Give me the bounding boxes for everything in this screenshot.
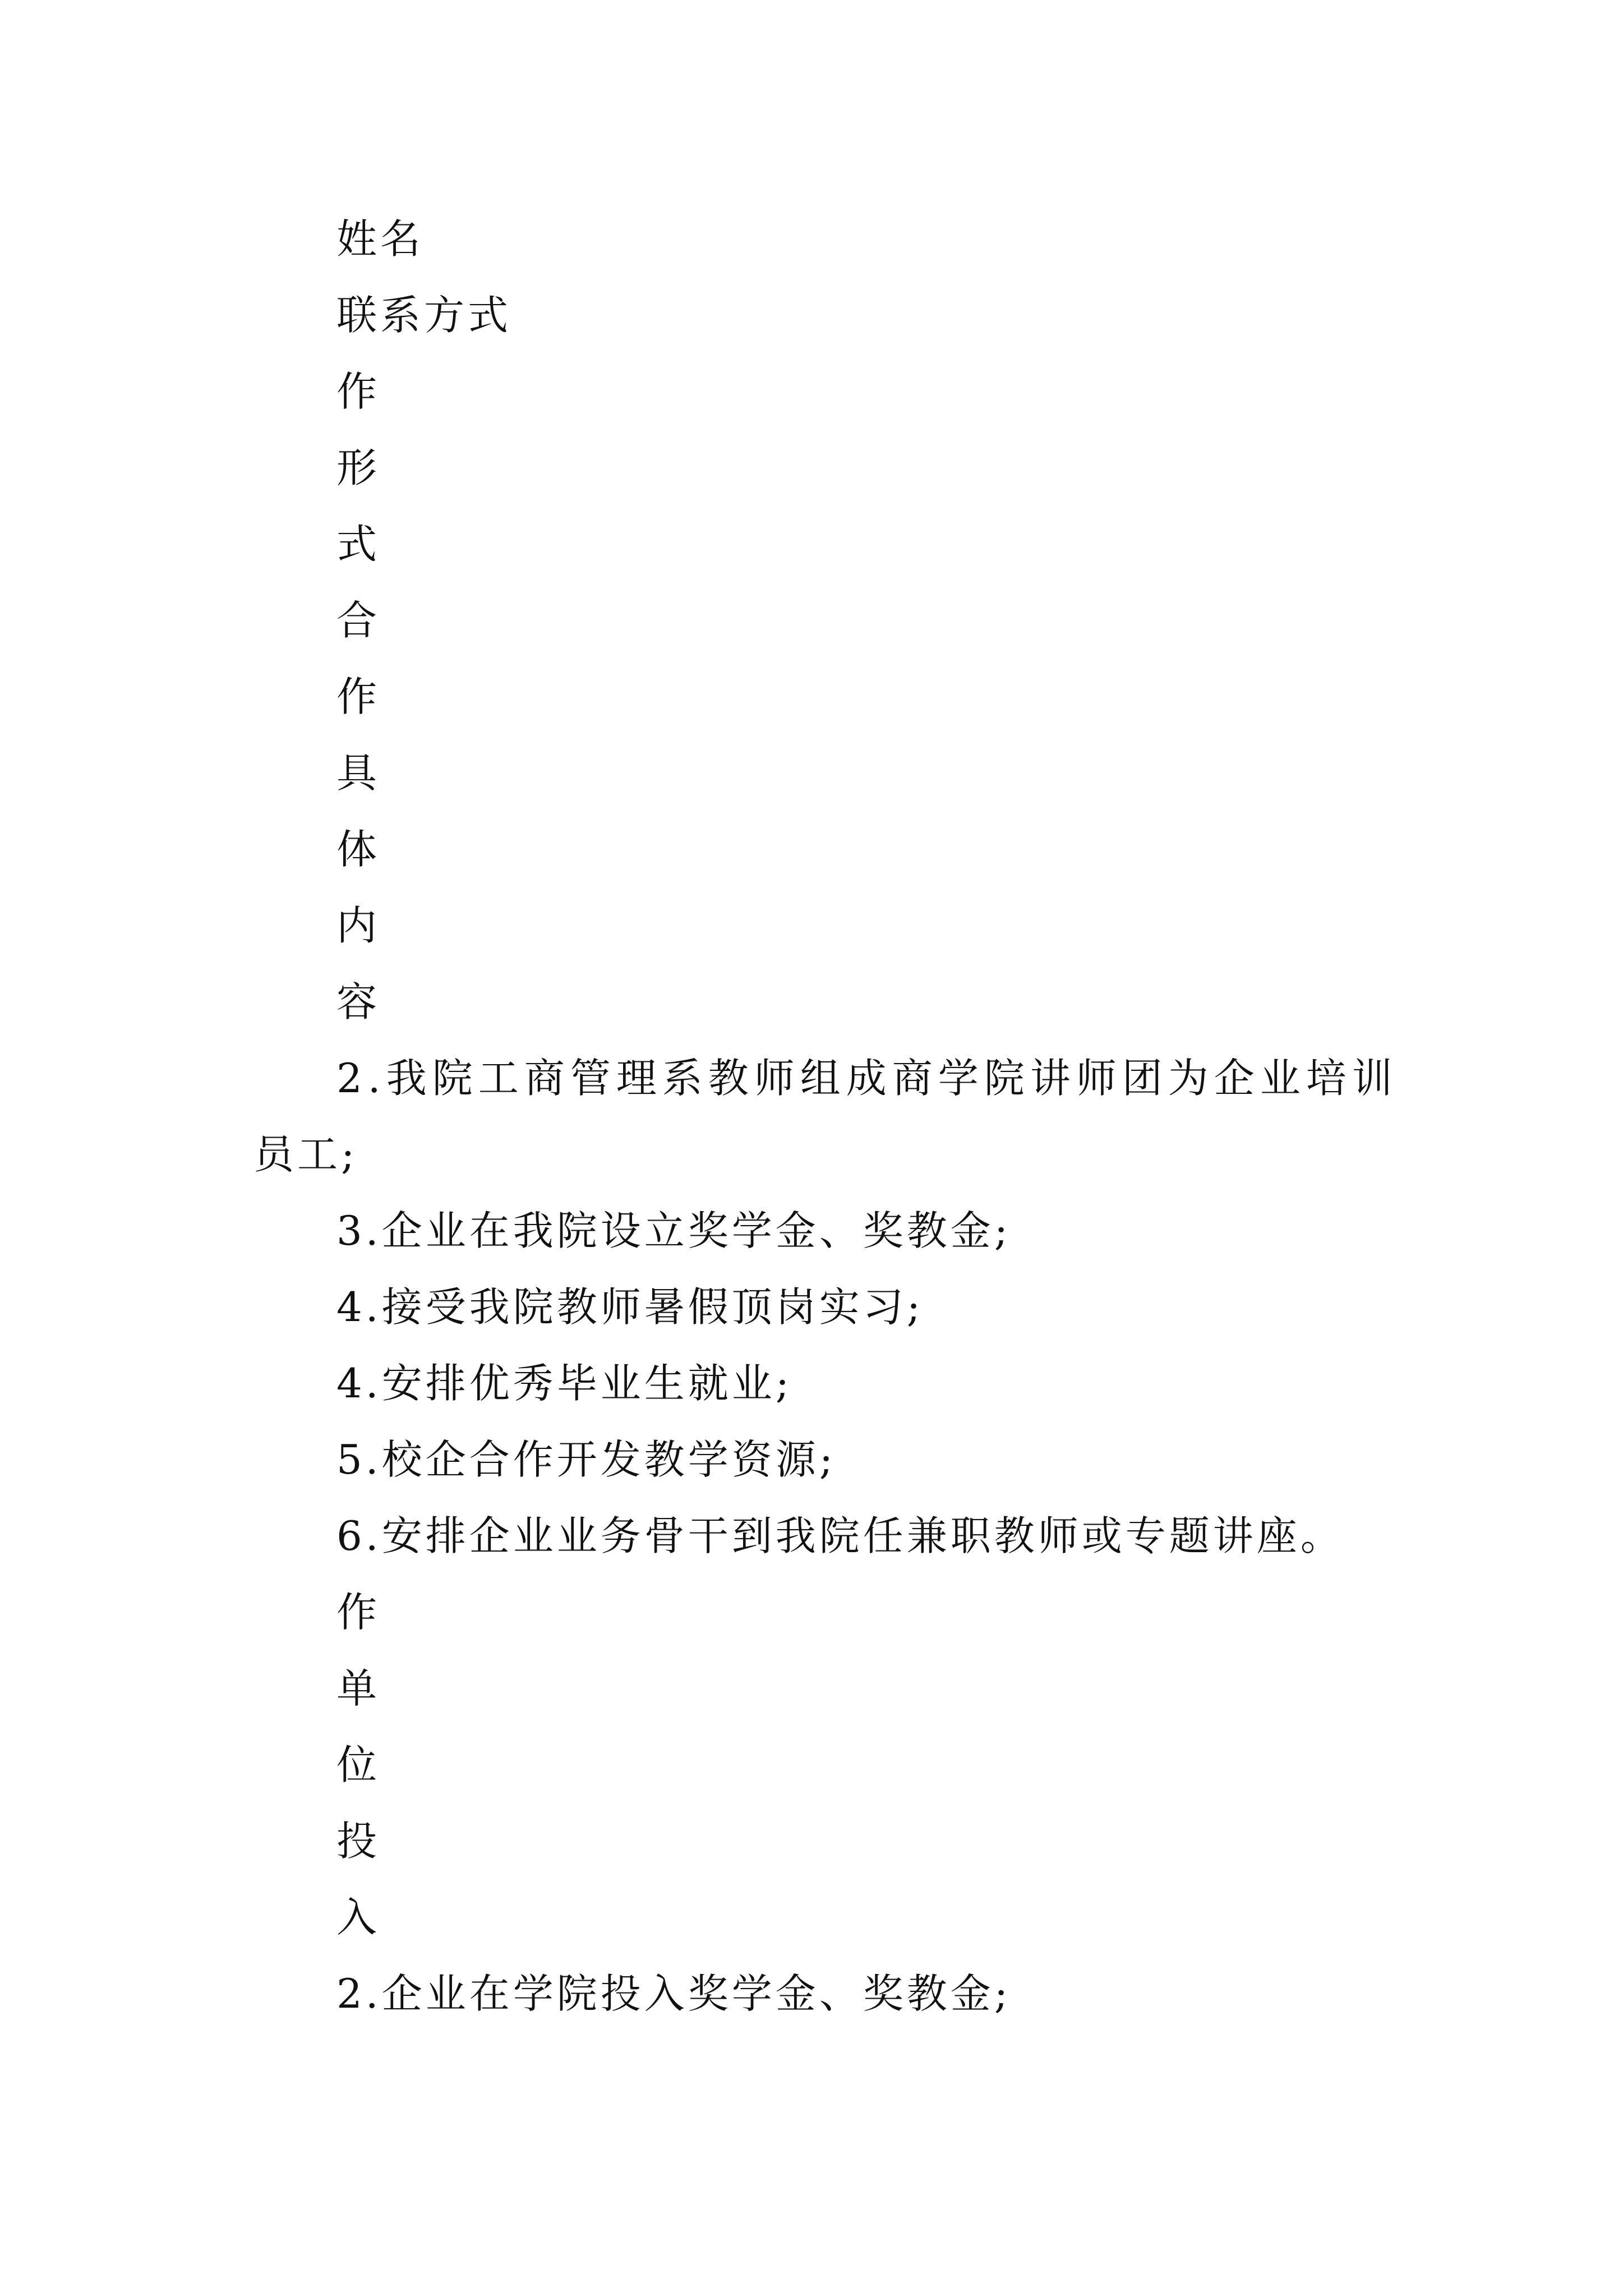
text-line: 内 [336,902,381,949]
text-line: 联系方式 [336,292,512,339]
text-line: 合 [336,597,381,644]
text-line: 体 [336,826,381,873]
text-line: 作 [336,1589,381,1636]
text-line: 4.接受我院教师暑假顶岗实习; [336,1283,924,1331]
text-line: 作 [336,673,381,720]
text-line: 作 [336,368,381,415]
text-line: 员工; [253,1131,358,1178]
text-line: 3.企业在我院设立奖学金、奖教金; [336,1207,1011,1254]
text-line: 位 [336,1741,381,1788]
text-line: 2.我院工商管理系教师组成商学院讲师团为企业培训 [336,1055,1398,1102]
text-line: 投 [336,1818,381,1865]
text-line: 入 [336,1894,381,1941]
text-line: 5.校企合作开发教学资源; [336,1436,836,1483]
text-line: 具 [336,749,381,797]
text-line: 2.企业在学院投入奖学金、奖教金; [336,1970,1011,2017]
text-line: 容 [336,978,381,1025]
text-line: 单 [336,1665,381,1712]
text-line: 形 [336,444,381,491]
text-line: 6.安排企业业务骨干到我院任兼职教师或专题讲座。 [336,1512,1344,1559]
text-line: 4.安排优秀毕业生就业; [336,1360,792,1407]
text-line: 姓名 [336,215,425,263]
text-line: 式 [336,521,381,568]
